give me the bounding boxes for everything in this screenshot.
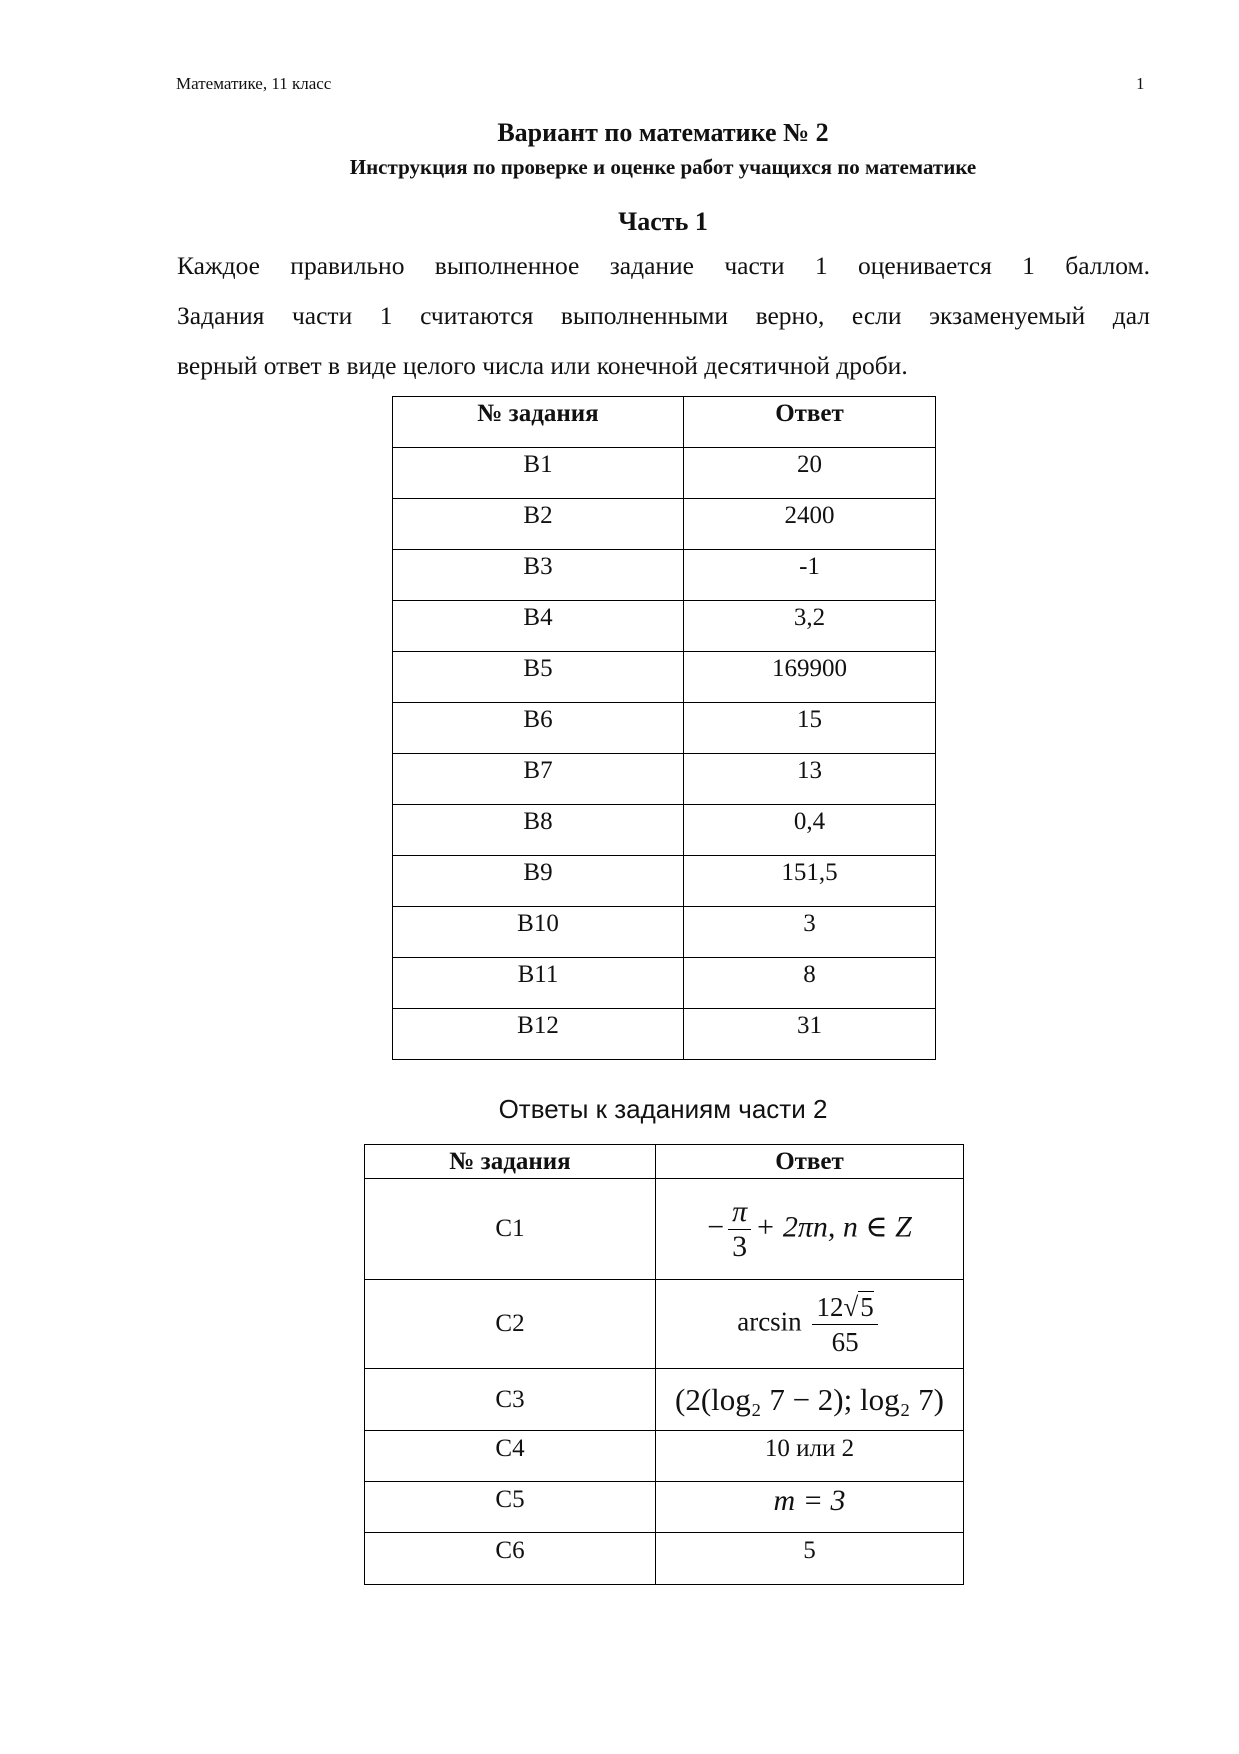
minus-sign: − — [707, 1209, 725, 1243]
function-name: arcsin — [737, 1306, 802, 1337]
paragraph-line: верный ответ в виде целого числа или конечной десятичной дроби. — [177, 351, 908, 380]
task-cell: C2 — [365, 1280, 656, 1369]
task-cell: B3 — [393, 550, 684, 601]
answer-cell: 31 — [684, 1009, 936, 1060]
part1-answer-table — [392, 396, 936, 1060]
task-cell: B5 — [393, 652, 684, 703]
task-cell: C1 — [365, 1179, 656, 1280]
radicand: 5 — [860, 1291, 874, 1322]
table-row — [393, 1009, 936, 1060]
fraction-denominator: 65 — [831, 1326, 859, 1357]
task-cell: B1 — [393, 448, 684, 499]
fraction — [728, 1195, 751, 1264]
table-row — [393, 703, 936, 754]
table-row — [393, 958, 936, 1009]
task-cell: B8 — [393, 805, 684, 856]
table-row — [393, 856, 936, 907]
column-header-task: № задания — [393, 397, 684, 448]
answer-cell: 2400 — [684, 499, 936, 550]
page-number: 1 — [1136, 74, 1145, 93]
answer-cell: 3 — [684, 907, 936, 958]
running-header: Математике, 11 класс — [176, 74, 332, 93]
answer-formula-c2 — [656, 1280, 964, 1369]
task-cell: B2 — [393, 499, 684, 550]
paragraph-line: Задания части 1 считаются выполненными верно, если экзаменуемый дал — [177, 301, 1150, 330]
part1-heading: Часть 1 — [618, 207, 708, 236]
answer-cell: 169900 — [684, 652, 936, 703]
answer-cell: -1 — [684, 550, 936, 601]
task-cell: B6 — [393, 703, 684, 754]
answer-formula-c3: (2(log₂ 7 − 2); log₂ 7) — [656, 1369, 964, 1431]
table-header-row — [393, 397, 936, 448]
task-cell: C5 — [365, 1482, 656, 1533]
page-title: Вариант по математике № 2 — [497, 118, 829, 147]
table-row — [365, 1533, 964, 1585]
part2-heading: Ответы к заданиям части 2 — [498, 1094, 828, 1124]
fraction — [812, 1290, 877, 1359]
answer-cell: 20 — [684, 448, 936, 499]
column-header-task: № задания — [365, 1145, 656, 1179]
table-row — [365, 1280, 964, 1369]
answer-formula-c5: m = 3 — [656, 1482, 964, 1533]
table-row — [365, 1431, 964, 1482]
radical-sign: √ — [843, 1291, 859, 1322]
table-row — [393, 805, 936, 856]
page-subtitle: Инструкция по проверке и оценке работ учащихся по математике — [349, 155, 977, 179]
task-cell: B9 — [393, 856, 684, 907]
answer-cell: 3,2 — [684, 601, 936, 652]
answer-cell: 151,5 — [684, 856, 936, 907]
table-row — [393, 499, 936, 550]
table-row — [393, 652, 936, 703]
formula-rest: + 2πn, n ∈ Z — [755, 1209, 912, 1243]
column-header-answer: Ответ — [684, 397, 936, 448]
task-cell: B10 — [393, 907, 684, 958]
answer-cell: 5 — [656, 1533, 964, 1585]
task-cell: B4 — [393, 601, 684, 652]
answer-cell: 0,4 — [684, 805, 936, 856]
answer-cell: 8 — [684, 958, 936, 1009]
table-row — [393, 754, 936, 805]
table-header-row — [365, 1145, 964, 1179]
table-row — [365, 1179, 964, 1280]
paragraph-line: Каждое правильно выполненное задание части 1 оценивается 1 баллом. — [177, 251, 1150, 280]
task-cell: B12 — [393, 1009, 684, 1060]
fraction-numerator — [812, 1290, 877, 1325]
answer-formula-c1 — [656, 1179, 964, 1280]
table-row — [393, 448, 936, 499]
answer-cell: 15 — [684, 703, 936, 754]
column-header-answer: Ответ — [656, 1145, 964, 1179]
task-cell: C4 — [365, 1431, 656, 1482]
table-row — [393, 907, 936, 958]
task-cell: B7 — [393, 754, 684, 805]
part2-answer-table — [364, 1144, 964, 1585]
table-row — [393, 601, 936, 652]
table-row — [365, 1482, 964, 1533]
fraction-denominator: 3 — [732, 1229, 748, 1263]
coefficient: 12 — [816, 1291, 844, 1322]
table-row — [365, 1369, 964, 1431]
table-row — [393, 550, 936, 601]
answer-cell: 13 — [684, 754, 936, 805]
task-cell: C3 — [365, 1369, 656, 1431]
task-cell: B11 — [393, 958, 684, 1009]
fraction-numerator: π — [728, 1195, 751, 1230]
part1-instructions — [177, 241, 1150, 391]
task-cell: C6 — [365, 1533, 656, 1585]
answer-cell: 10 или 2 — [656, 1431, 964, 1482]
